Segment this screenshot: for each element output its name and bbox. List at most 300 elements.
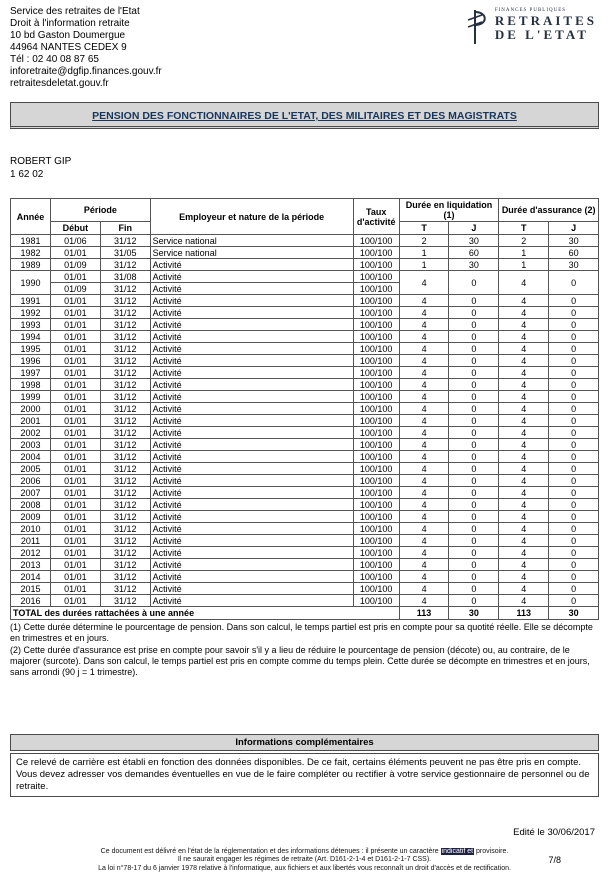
liq-t-cell: 4 xyxy=(399,475,449,487)
address-line: inforetraite@dgfip.finances.gouv.fr xyxy=(10,66,162,77)
year-cell: 1998 xyxy=(11,379,51,391)
employer-cell: Service national xyxy=(150,247,353,259)
assur-t-cell: 4 xyxy=(499,535,549,547)
assur-j-cell: 30 xyxy=(549,235,599,247)
fin-cell: 31/12 xyxy=(100,343,150,355)
liq-t-cell: 4 xyxy=(399,487,449,499)
debut-cell: 01/01 xyxy=(51,595,101,607)
year-cell: 1991 xyxy=(11,295,51,307)
table-row xyxy=(11,331,599,343)
year-cell: 1981 xyxy=(11,235,51,247)
employer-cell: Activité xyxy=(150,475,353,487)
debut-cell: 01/01 xyxy=(51,523,101,535)
employer-cell: Activité xyxy=(150,355,353,367)
table-row xyxy=(11,367,599,379)
footer-line xyxy=(0,848,609,857)
fin-cell: 31/12 xyxy=(100,463,150,475)
taux-cell: 100/100 xyxy=(353,439,399,451)
fin-cell: 31/12 xyxy=(100,355,150,367)
debut-cell: 01/01 xyxy=(51,271,101,283)
assur-j-cell: 0 xyxy=(549,343,599,355)
year-cell: 2016 xyxy=(11,595,51,607)
footnote: (1) Cette durée détermine le pourcentage de pension. Dans son calcul, le temps partiel est pris en compte pour sa quotité réelle. Elle se décompte en trimestres et en jours. xyxy=(10,622,593,643)
liq-t-cell: 4 xyxy=(399,499,449,511)
year-cell: 2005 xyxy=(11,463,51,475)
assur-t-cell: 4 xyxy=(499,523,549,535)
table-row xyxy=(11,475,599,487)
retraites-etat-logo xyxy=(466,8,597,46)
col-annee: Année xyxy=(11,199,51,235)
year-cell: 2001 xyxy=(11,415,51,427)
fin-cell: 31/12 xyxy=(100,571,150,583)
total-row xyxy=(11,607,599,620)
employer-cell: Activité xyxy=(150,283,353,295)
liq-t-cell: 4 xyxy=(399,535,449,547)
assur-t-cell: 4 xyxy=(499,319,549,331)
assur-t-cell: 4 xyxy=(499,595,549,607)
fin-cell: 31/12 xyxy=(100,259,150,271)
table-row xyxy=(11,487,599,499)
table-row xyxy=(11,295,599,307)
employer-cell: Activité xyxy=(150,583,353,595)
table-row xyxy=(11,343,599,355)
employer-cell: Activité xyxy=(150,403,353,415)
taux-cell: 100/100 xyxy=(353,595,399,607)
table-row xyxy=(11,451,599,463)
employer-cell: Activité xyxy=(150,535,353,547)
assur-t-cell: 4 xyxy=(499,463,549,475)
taux-cell: 100/100 xyxy=(353,487,399,499)
assur-t-cell: 4 xyxy=(499,427,549,439)
employer-cell: Activité xyxy=(150,463,353,475)
liq-j-cell: 0 xyxy=(449,355,499,367)
liq-t-cell: 4 xyxy=(399,427,449,439)
assur-t-cell: 4 xyxy=(499,487,549,499)
fin-cell: 31/12 xyxy=(100,487,150,499)
total-label-cell: TOTAL des durées rattachées à une année xyxy=(11,607,400,620)
footer-text: Il ne saurait engager les régimes de retraite (Art. D161-2-1-4 et D161-2-1-7 CSS). xyxy=(177,856,432,863)
fin-cell: 31/12 xyxy=(100,415,150,427)
employer-cell: Service national xyxy=(150,235,353,247)
assur-t-cell: 4 xyxy=(499,379,549,391)
debut-cell: 01/01 xyxy=(51,439,101,451)
assur-t-cell: 4 xyxy=(499,547,549,559)
taux-cell: 100/100 xyxy=(353,379,399,391)
assur-j-cell: 0 xyxy=(549,391,599,403)
employer-cell: Activité xyxy=(150,391,353,403)
taux-cell: 100/100 xyxy=(353,535,399,547)
fin-cell: 31/12 xyxy=(100,583,150,595)
taux-cell: 100/100 xyxy=(353,271,399,283)
debut-cell: 01/01 xyxy=(51,583,101,595)
liq-j-cell: 0 xyxy=(449,511,499,523)
col-assur-t: T xyxy=(499,222,549,235)
info-section-title: Informations complémentaires xyxy=(10,734,599,751)
career-table-head xyxy=(11,199,599,235)
footer-text: Ce document est délivré en l'état de la réglementation et des informations détenues : il présente un caractère xyxy=(100,847,441,855)
liq-t-cell: 2 xyxy=(399,235,449,247)
col-assur-j: J xyxy=(549,222,599,235)
liq-j-cell: 0 xyxy=(449,523,499,535)
assur-j-cell: 60 xyxy=(549,247,599,259)
assur-t-cell: 4 xyxy=(499,307,549,319)
table-row xyxy=(11,439,599,451)
assur-t-cell: 4 xyxy=(499,499,549,511)
year-cell: 2007 xyxy=(11,487,51,499)
year-cell: 2011 xyxy=(11,535,51,547)
debut-cell: 01/06 xyxy=(51,235,101,247)
fin-cell: 31/08 xyxy=(100,271,150,283)
table-row xyxy=(11,571,599,583)
table-row xyxy=(11,259,599,271)
debut-cell: 01/01 xyxy=(51,295,101,307)
taux-cell: 100/100 xyxy=(353,511,399,523)
table-row xyxy=(11,499,599,511)
taux-cell: 100/100 xyxy=(353,403,399,415)
debut-cell: 01/01 xyxy=(51,331,101,343)
debut-cell: 01/01 xyxy=(51,475,101,487)
taux-cell: 100/100 xyxy=(353,307,399,319)
year-cell: 2013 xyxy=(11,559,51,571)
liq-t-cell: 4 xyxy=(399,571,449,583)
taux-cell: 100/100 xyxy=(353,463,399,475)
assur-t-cell: 4 xyxy=(499,559,549,571)
assur-t-cell: 4 xyxy=(499,415,549,427)
employer-cell: Activité xyxy=(150,523,353,535)
debut-cell: 01/01 xyxy=(51,535,101,547)
employer-cell: Activité xyxy=(150,547,353,559)
fin-cell: 31/12 xyxy=(100,439,150,451)
employer-cell: Activité xyxy=(150,307,353,319)
assur-j-cell: 0 xyxy=(549,559,599,571)
taux-cell: 100/100 xyxy=(353,355,399,367)
liq-t-cell: 1 xyxy=(399,247,449,259)
liq-j-cell: 0 xyxy=(449,499,499,511)
liq-t-cell: 4 xyxy=(399,547,449,559)
debut-cell: 01/01 xyxy=(51,427,101,439)
employer-cell: Activité xyxy=(150,331,353,343)
col-fin: Fin xyxy=(100,222,150,235)
liq-t-cell: 4 xyxy=(399,439,449,451)
assur-j-cell: 0 xyxy=(549,367,599,379)
assur-t-cell: 4 xyxy=(499,403,549,415)
liq-t-cell: 4 xyxy=(399,367,449,379)
assur-j-cell: 0 xyxy=(549,511,599,523)
fin-cell: 31/12 xyxy=(100,427,150,439)
col-duree-liquidation: Durée en liquidation (1) xyxy=(399,199,499,222)
assur-t-cell: 4 xyxy=(499,439,549,451)
assur-j-cell: 0 xyxy=(549,547,599,559)
logo-retraites-label: RETRAITES xyxy=(494,13,597,28)
liq-t-cell: 4 xyxy=(399,583,449,595)
address-line: 10 bd Gaston Doumergue xyxy=(10,30,126,41)
assur-t-cell: 4 xyxy=(499,451,549,463)
liq-j-cell: 0 xyxy=(449,595,499,607)
assur-j-cell: 0 xyxy=(549,571,599,583)
assur-t-cell: 1 xyxy=(499,247,549,259)
debut-cell: 01/01 xyxy=(51,343,101,355)
assur-t-cell: 4 xyxy=(499,271,549,295)
year-cell: 2015 xyxy=(11,583,51,595)
finances-publiques-logo-icon xyxy=(466,8,490,46)
liq-j-cell: 0 xyxy=(449,331,499,343)
table-row xyxy=(11,307,599,319)
assur-t-cell: 4 xyxy=(499,475,549,487)
logo-text xyxy=(495,8,597,42)
liq-j-cell: 0 xyxy=(449,487,499,499)
year-cell: 2000 xyxy=(11,403,51,415)
assur-j-cell: 0 xyxy=(549,487,599,499)
address-line: retraitesdeletat.gouv.fr xyxy=(10,78,109,89)
employer-cell: Activité xyxy=(150,499,353,511)
table-row xyxy=(11,547,599,559)
fin-cell: 31/12 xyxy=(100,319,150,331)
footer-text: provisoire. xyxy=(474,847,509,855)
year-cell: 1999 xyxy=(11,391,51,403)
title-banner xyxy=(10,102,599,129)
table-row xyxy=(11,523,599,535)
year-cell: 1982 xyxy=(11,247,51,259)
footer-line xyxy=(0,865,609,874)
employer-cell: Activité xyxy=(150,295,353,307)
assur-t-cell: 4 xyxy=(499,511,549,523)
fin-cell: 31/12 xyxy=(100,295,150,307)
employer-cell: Activité xyxy=(150,511,353,523)
employer-cell: Activité xyxy=(150,571,353,583)
total-value-cell: 113 xyxy=(499,607,549,620)
col-liq-t: T xyxy=(399,222,449,235)
debut-cell: 01/01 xyxy=(51,499,101,511)
liq-t-cell: 4 xyxy=(399,331,449,343)
liq-j-cell: 0 xyxy=(449,307,499,319)
table-row xyxy=(11,535,599,547)
year-cell: 2008 xyxy=(11,499,51,511)
page-footer xyxy=(0,848,609,874)
employer-cell: Activité xyxy=(150,427,353,439)
table-row xyxy=(11,391,599,403)
assur-j-cell: 0 xyxy=(549,271,599,295)
liq-j-cell: 0 xyxy=(449,535,499,547)
liq-t-cell: 4 xyxy=(399,307,449,319)
debut-cell: 01/01 xyxy=(51,379,101,391)
debut-cell: 01/01 xyxy=(51,355,101,367)
table-row xyxy=(11,319,599,331)
assur-j-cell: 0 xyxy=(549,295,599,307)
taux-cell: 100/100 xyxy=(353,391,399,403)
document-header xyxy=(10,6,599,90)
liq-t-cell: 4 xyxy=(399,355,449,367)
assur-j-cell: 0 xyxy=(549,355,599,367)
liq-t-cell: 4 xyxy=(399,451,449,463)
liq-j-cell: 60 xyxy=(449,247,499,259)
assur-t-cell: 2 xyxy=(499,235,549,247)
debut-cell: 01/09 xyxy=(51,283,101,295)
debut-cell: 01/01 xyxy=(51,247,101,259)
liq-j-cell: 0 xyxy=(449,427,499,439)
fin-cell: 31/12 xyxy=(100,499,150,511)
liq-t-cell: 4 xyxy=(399,379,449,391)
year-cell: 1994 xyxy=(11,331,51,343)
liq-j-cell: 0 xyxy=(449,547,499,559)
liq-j-cell: 0 xyxy=(449,379,499,391)
assur-j-cell: 30 xyxy=(549,259,599,271)
liq-j-cell: 0 xyxy=(449,319,499,331)
page-number: 7/8 xyxy=(548,855,561,865)
fin-cell: 31/12 xyxy=(100,511,150,523)
taux-cell: 100/100 xyxy=(353,583,399,595)
year-cell: 1989 xyxy=(11,259,51,271)
info-section-body: Ce relevé de carrière est établi en fonction des données disponibles. De ce fait, certains éléments peuvent ne pas être pris en compte. Vous devez adresser vos demandes éventuelles en vue de le faire compléter ou rectifier à votre service gestionnaire de personnel ou de retraite. xyxy=(10,753,599,797)
employer-cell: Activité xyxy=(150,415,353,427)
taux-cell: 100/100 xyxy=(353,331,399,343)
taux-cell: 100/100 xyxy=(353,451,399,463)
career-table xyxy=(10,198,599,620)
liq-j-cell: 0 xyxy=(449,415,499,427)
table-row xyxy=(11,511,599,523)
table-row xyxy=(11,415,599,427)
taux-cell: 100/100 xyxy=(353,559,399,571)
recipient-block xyxy=(10,155,599,181)
taux-cell: 100/100 xyxy=(353,259,399,271)
liq-t-cell: 4 xyxy=(399,523,449,535)
debut-cell: 01/01 xyxy=(51,319,101,331)
assur-t-cell: 4 xyxy=(499,331,549,343)
assur-t-cell: 4 xyxy=(499,343,549,355)
liq-j-cell: 0 xyxy=(449,295,499,307)
assur-t-cell: 4 xyxy=(499,295,549,307)
footnotes xyxy=(10,622,599,678)
header-row-1 xyxy=(11,199,599,222)
logo-finances-publiques-label: FINANCES PUBLIQUES xyxy=(494,8,567,13)
liq-j-cell: 0 xyxy=(449,583,499,595)
liq-t-cell: 4 xyxy=(399,343,449,355)
year-cell: 2012 xyxy=(11,547,51,559)
assur-t-cell: 4 xyxy=(499,367,549,379)
col-liq-j: J xyxy=(449,222,499,235)
recipient-code: 1 62 02 xyxy=(10,169,44,180)
table-row xyxy=(11,595,599,607)
year-cell: 2003 xyxy=(11,439,51,451)
debut-cell: 01/01 xyxy=(51,403,101,415)
liq-t-cell: 4 xyxy=(399,391,449,403)
liq-j-cell: 0 xyxy=(449,559,499,571)
total-value-cell: 30 xyxy=(449,607,499,620)
debut-cell: 01/01 xyxy=(51,451,101,463)
year-cell: 2014 xyxy=(11,571,51,583)
table-row xyxy=(11,403,599,415)
liq-j-cell: 0 xyxy=(449,475,499,487)
table-row xyxy=(11,355,599,367)
col-periode: Période xyxy=(51,199,151,222)
col-taux-activite: Taux d'activité xyxy=(353,199,399,235)
table-row xyxy=(11,559,599,571)
info-section xyxy=(10,734,599,797)
employer-cell: Activité xyxy=(150,559,353,571)
taux-cell: 100/100 xyxy=(353,343,399,355)
footer-line xyxy=(0,856,609,865)
assur-j-cell: 0 xyxy=(549,463,599,475)
edition-date: Edité le 30/06/2017 xyxy=(513,827,595,838)
fin-cell: 31/12 xyxy=(100,595,150,607)
col-debut: Début xyxy=(51,222,101,235)
fin-cell: 31/12 xyxy=(100,307,150,319)
debut-cell: 01/01 xyxy=(51,511,101,523)
liq-j-cell: 0 xyxy=(449,391,499,403)
liq-t-cell: 4 xyxy=(399,415,449,427)
assur-j-cell: 0 xyxy=(549,523,599,535)
sender-address xyxy=(10,6,162,90)
employer-cell: Activité xyxy=(150,343,353,355)
address-line: 44964 NANTES CEDEX 9 xyxy=(10,42,127,53)
assur-j-cell: 0 xyxy=(549,475,599,487)
employer-cell: Activité xyxy=(150,367,353,379)
assur-j-cell: 0 xyxy=(549,451,599,463)
year-cell: 2002 xyxy=(11,427,51,439)
table-row xyxy=(11,427,599,439)
col-employeur: Employeur et nature de la période xyxy=(150,199,353,235)
assur-j-cell: 0 xyxy=(549,319,599,331)
address-line: Droit à l'information retraite xyxy=(10,18,130,29)
taux-cell: 100/100 xyxy=(353,571,399,583)
liq-j-cell: 0 xyxy=(449,343,499,355)
year-cell: 1990 xyxy=(11,271,51,295)
employer-cell: Activité xyxy=(150,259,353,271)
liq-j-cell: 0 xyxy=(449,451,499,463)
liq-j-cell: 30 xyxy=(449,235,499,247)
taux-cell: 100/100 xyxy=(353,367,399,379)
debut-cell: 01/01 xyxy=(51,367,101,379)
fin-cell: 31/12 xyxy=(100,523,150,535)
assur-j-cell: 0 xyxy=(549,535,599,547)
fin-cell: 31/12 xyxy=(100,391,150,403)
liq-j-cell: 0 xyxy=(449,367,499,379)
liq-t-cell: 4 xyxy=(399,319,449,331)
year-cell: 2006 xyxy=(11,475,51,487)
assur-j-cell: 0 xyxy=(549,403,599,415)
taux-cell: 100/100 xyxy=(353,295,399,307)
page-title: PENSION DES FONCTIONNAIRES DE L'ETAT, DES MILITAIRES ET DES MAGISTRATS xyxy=(92,110,517,122)
assur-t-cell: 4 xyxy=(499,355,549,367)
recipient-name: ROBERT GIP xyxy=(10,156,72,167)
taux-cell: 100/100 xyxy=(353,427,399,439)
liq-t-cell: 4 xyxy=(399,511,449,523)
employer-cell: Activité xyxy=(150,451,353,463)
assur-j-cell: 0 xyxy=(549,379,599,391)
assur-j-cell: 0 xyxy=(549,499,599,511)
table-row xyxy=(11,379,599,391)
fin-cell: 31/12 xyxy=(100,451,150,463)
liq-j-cell: 0 xyxy=(449,571,499,583)
table-row xyxy=(11,583,599,595)
assur-j-cell: 0 xyxy=(549,331,599,343)
employer-cell: Activité xyxy=(150,595,353,607)
employer-cell: Activité xyxy=(150,319,353,331)
table-row xyxy=(11,271,599,283)
employer-cell: Activité xyxy=(150,271,353,283)
year-cell: 1997 xyxy=(11,367,51,379)
debut-cell: 01/01 xyxy=(51,571,101,583)
taux-cell: 100/100 xyxy=(353,547,399,559)
fin-cell: 31/12 xyxy=(100,379,150,391)
employer-cell: Activité xyxy=(150,487,353,499)
assur-t-cell: 4 xyxy=(499,391,549,403)
total-value-cell: 113 xyxy=(399,607,449,620)
assur-j-cell: 0 xyxy=(549,595,599,607)
assur-j-cell: 0 xyxy=(549,415,599,427)
debut-cell: 01/01 xyxy=(51,547,101,559)
liq-t-cell: 4 xyxy=(399,595,449,607)
assur-t-cell: 1 xyxy=(499,259,549,271)
